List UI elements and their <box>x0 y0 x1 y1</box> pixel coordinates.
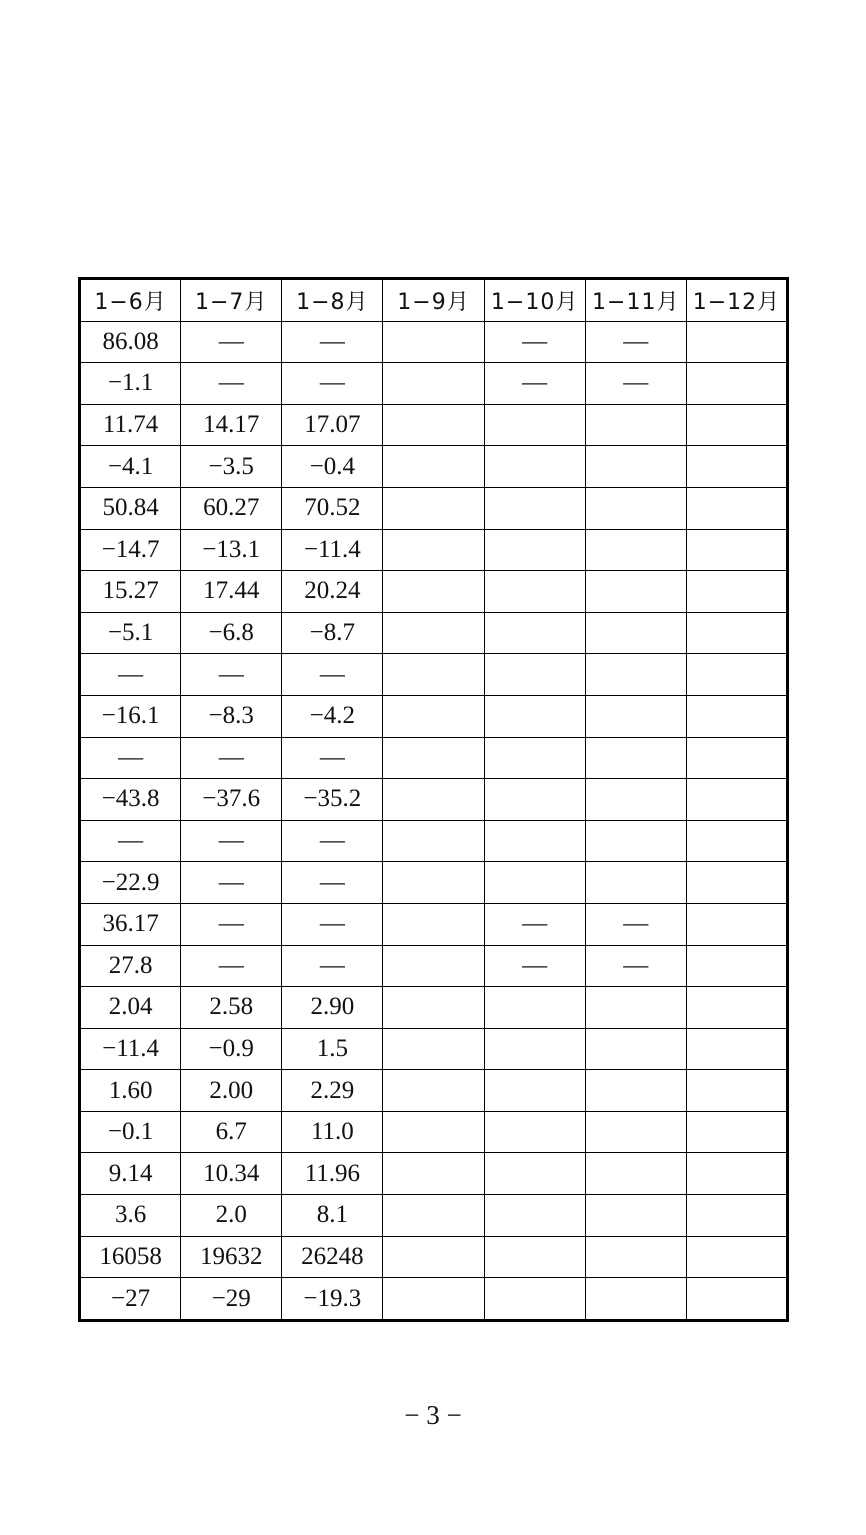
table-cell <box>484 987 585 1029</box>
table-cell <box>585 737 686 779</box>
table-cell: — <box>181 363 282 405</box>
table-cell: — <box>282 363 383 405</box>
table-cell: −43.8 <box>80 779 181 821</box>
table-cell: 2.90 <box>282 987 383 1029</box>
table-row <box>80 779 788 821</box>
table-cell <box>686 1236 787 1278</box>
table-cell <box>383 945 484 987</box>
table-cell: — <box>585 945 686 987</box>
table-row <box>80 1028 788 1070</box>
table-cell <box>585 779 686 821</box>
table-row <box>80 737 788 779</box>
table-cell <box>383 903 484 945</box>
table-cell <box>585 1070 686 1112</box>
table-cell: — <box>181 654 282 696</box>
table-cell <box>686 862 787 904</box>
table-cell <box>585 695 686 737</box>
column-header: 1−6月 <box>80 279 181 322</box>
table-row <box>80 529 788 571</box>
table-cell <box>686 404 787 446</box>
table-cell: −16.1 <box>80 695 181 737</box>
table-cell <box>383 654 484 696</box>
monthly-statistics-table <box>78 277 789 1322</box>
table-cell <box>686 903 787 945</box>
table-cell <box>484 1111 585 1153</box>
table-cell <box>585 862 686 904</box>
table-cell <box>383 571 484 613</box>
table-cell <box>686 1153 787 1195</box>
table-cell <box>484 487 585 529</box>
table-cell: −3.5 <box>181 446 282 488</box>
table-cell: −5.1 <box>80 612 181 654</box>
table-cell <box>686 571 787 613</box>
table-cell: — <box>80 654 181 696</box>
table-cell <box>686 820 787 862</box>
table-row <box>80 820 788 862</box>
table-cell <box>383 529 484 571</box>
page-number: − 3 − <box>404 1400 462 1430</box>
table-row <box>80 363 788 405</box>
table-cell <box>585 1195 686 1237</box>
table-cell: −14.7 <box>80 529 181 571</box>
table-cell: 15.27 <box>80 571 181 613</box>
table-cell: — <box>282 737 383 779</box>
table-cell: −19.3 <box>282 1278 383 1321</box>
table-cell <box>383 1153 484 1195</box>
table-cell <box>484 779 585 821</box>
table-cell <box>585 529 686 571</box>
table-cell <box>484 404 585 446</box>
table-cell <box>383 820 484 862</box>
table-cell: — <box>181 737 282 779</box>
table-cell <box>484 1278 585 1321</box>
table-row <box>80 1111 788 1153</box>
table-cell: −0.1 <box>80 1111 181 1153</box>
table-cell <box>383 779 484 821</box>
table-cell: 70.52 <box>282 487 383 529</box>
table-cell: — <box>181 903 282 945</box>
column-header: 1−12月 <box>686 279 787 322</box>
table-cell <box>585 571 686 613</box>
table-cell: −27 <box>80 1278 181 1321</box>
table-cell <box>484 571 585 613</box>
table-cell: 2.04 <box>80 987 181 1029</box>
table-cell <box>686 654 787 696</box>
table-cell <box>585 612 686 654</box>
table-cell: — <box>80 737 181 779</box>
table-row <box>80 654 788 696</box>
table-row <box>80 903 788 945</box>
table-row <box>80 446 788 488</box>
table-row <box>80 695 788 737</box>
table-row <box>80 1278 788 1321</box>
table-cell <box>484 1028 585 1070</box>
table-row <box>80 1236 788 1278</box>
table-cell <box>585 446 686 488</box>
table-cell: 6.7 <box>181 1111 282 1153</box>
table-row <box>80 487 788 529</box>
table-cell <box>686 737 787 779</box>
table-cell <box>585 487 686 529</box>
table-cell <box>686 695 787 737</box>
table-cell <box>686 446 787 488</box>
table-cell <box>686 1111 787 1153</box>
table-cell <box>383 695 484 737</box>
table-cell <box>484 737 585 779</box>
table-cell: — <box>181 862 282 904</box>
table-cell: 2.29 <box>282 1070 383 1112</box>
table-cell <box>484 695 585 737</box>
table-cell: — <box>484 945 585 987</box>
column-header: 1−8月 <box>282 279 383 322</box>
table-cell: −29 <box>181 1278 282 1321</box>
table-cell <box>686 945 787 987</box>
table-cell <box>686 779 787 821</box>
table-cell: — <box>181 820 282 862</box>
table-cell <box>686 321 787 363</box>
table-row <box>80 945 788 987</box>
table-cell: −37.6 <box>181 779 282 821</box>
column-header: 1−9月 <box>383 279 484 322</box>
table-cell <box>686 487 787 529</box>
table-cell <box>484 1236 585 1278</box>
table-cell: 2.0 <box>181 1195 282 1237</box>
table-cell: — <box>585 363 686 405</box>
column-header: 1−11月 <box>585 279 686 322</box>
column-header: 1−10月 <box>484 279 585 322</box>
table-cell: 17.44 <box>181 571 282 613</box>
table-cell: — <box>585 903 686 945</box>
table-body <box>80 321 788 1320</box>
table-cell: −8.3 <box>181 695 282 737</box>
table-cell: 60.27 <box>181 487 282 529</box>
table-cell <box>383 737 484 779</box>
table-cell: 14.17 <box>181 404 282 446</box>
table-cell <box>585 1028 686 1070</box>
table-cell: −11.4 <box>80 1028 181 1070</box>
table-cell: −1.1 <box>80 363 181 405</box>
table-cell: −4.1 <box>80 446 181 488</box>
table-cell: — <box>484 321 585 363</box>
table-cell: — <box>282 903 383 945</box>
table-cell <box>383 446 484 488</box>
table-cell <box>383 1278 484 1321</box>
table-cell <box>383 363 484 405</box>
table-cell <box>686 363 787 405</box>
table-cell <box>585 1278 686 1321</box>
table-cell <box>484 1070 585 1112</box>
table-cell <box>585 1236 686 1278</box>
table-cell <box>686 1028 787 1070</box>
table-cell: −35.2 <box>282 779 383 821</box>
table-cell: 9.14 <box>80 1153 181 1195</box>
table-cell: 17.07 <box>282 404 383 446</box>
table-cell: 8.1 <box>282 1195 383 1237</box>
table-cell: — <box>585 321 686 363</box>
table-cell <box>484 654 585 696</box>
table-cell <box>585 404 686 446</box>
table-cell: — <box>282 321 383 363</box>
table-cell: — <box>80 820 181 862</box>
table-cell: — <box>181 321 282 363</box>
table-cell <box>383 1070 484 1112</box>
table-cell: 20.24 <box>282 571 383 613</box>
table-cell <box>686 1195 787 1237</box>
table-cell: 1.60 <box>80 1070 181 1112</box>
table-row <box>80 321 788 363</box>
table-cell: — <box>282 820 383 862</box>
table-cell: — <box>484 363 585 405</box>
table-cell: −0.4 <box>282 446 383 488</box>
table-row <box>80 987 788 1029</box>
table-cell: −22.9 <box>80 862 181 904</box>
table-cell: — <box>282 654 383 696</box>
table-row <box>80 1195 788 1237</box>
table-header <box>80 279 788 322</box>
table-cell: 19632 <box>181 1236 282 1278</box>
table-cell <box>484 446 585 488</box>
table-row <box>80 612 788 654</box>
table-cell: −6.8 <box>181 612 282 654</box>
table-cell <box>686 529 787 571</box>
table-cell: −8.7 <box>282 612 383 654</box>
table-cell <box>585 654 686 696</box>
table-cell: — <box>282 945 383 987</box>
table-cell: 11.74 <box>80 404 181 446</box>
table-cell <box>686 612 787 654</box>
table-cell: — <box>484 903 585 945</box>
table-cell: 16058 <box>80 1236 181 1278</box>
table-cell: 2.00 <box>181 1070 282 1112</box>
table-cell <box>383 612 484 654</box>
table-cell: 26248 <box>282 1236 383 1278</box>
table-cell: 11.0 <box>282 1111 383 1153</box>
header-row <box>80 279 788 322</box>
table-row <box>80 571 788 613</box>
table-cell: 10.34 <box>181 1153 282 1195</box>
table-cell <box>585 820 686 862</box>
table-cell: −4.2 <box>282 695 383 737</box>
table-cell <box>383 1195 484 1237</box>
table-cell <box>686 987 787 1029</box>
table-cell: — <box>282 862 383 904</box>
table-cell: 50.84 <box>80 487 181 529</box>
table-cell <box>383 1028 484 1070</box>
table-cell <box>484 820 585 862</box>
table-cell: −13.1 <box>181 529 282 571</box>
table-row <box>80 862 788 904</box>
table-cell <box>383 862 484 904</box>
table-cell: 1.5 <box>282 1028 383 1070</box>
column-header: 1−7月 <box>181 279 282 322</box>
table-cell <box>383 487 484 529</box>
table-cell: 36.17 <box>80 903 181 945</box>
table-cell: 86.08 <box>80 321 181 363</box>
table-cell <box>383 404 484 446</box>
table-row <box>80 404 788 446</box>
table-cell: 11.96 <box>282 1153 383 1195</box>
table-cell <box>585 1153 686 1195</box>
table-cell <box>484 612 585 654</box>
table-cell: −0.9 <box>181 1028 282 1070</box>
table-cell <box>383 1236 484 1278</box>
table-cell <box>383 987 484 1029</box>
table-cell: — <box>181 945 282 987</box>
table-cell <box>686 1070 787 1112</box>
table-cell <box>484 862 585 904</box>
table-cell: 3.6 <box>80 1195 181 1237</box>
table-row <box>80 1070 788 1112</box>
table-cell <box>585 987 686 1029</box>
table-cell <box>484 529 585 571</box>
table-cell: 27.8 <box>80 945 181 987</box>
table-cell <box>383 321 484 363</box>
table-cell <box>686 1278 787 1321</box>
table-cell <box>484 1153 585 1195</box>
table-cell <box>585 1111 686 1153</box>
table-cell <box>383 1111 484 1153</box>
table-cell <box>484 1195 585 1237</box>
table-cell: 2.58 <box>181 987 282 1029</box>
table-cell: −11.4 <box>282 529 383 571</box>
table-row <box>80 1153 788 1195</box>
